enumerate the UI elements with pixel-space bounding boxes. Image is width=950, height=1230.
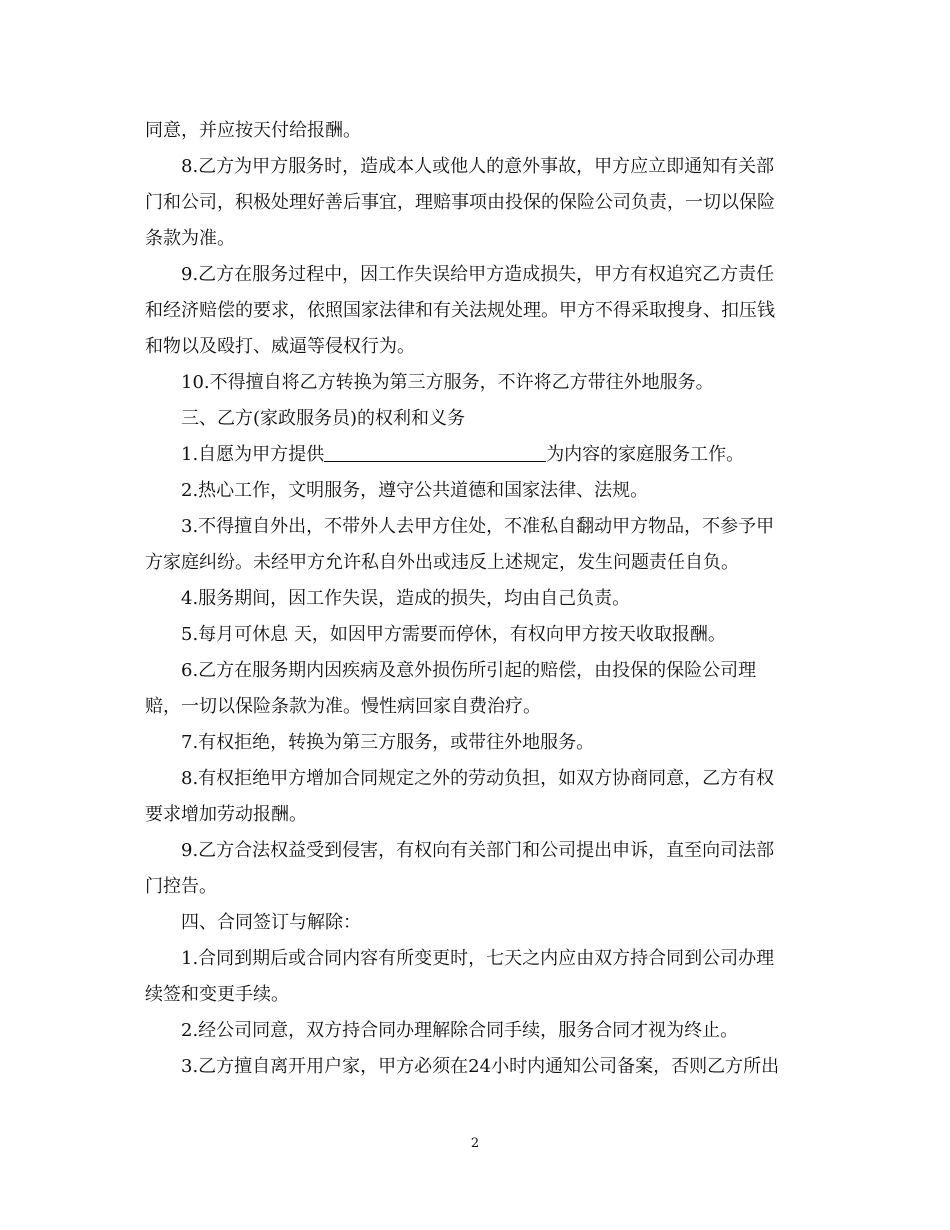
duty-3-line-2: 方家庭纠纷。未经甲方允许私自外出或违反上述规定，发生问题责任自负。 — [145, 552, 739, 573]
duty-8-line-1: 8.有权拒绝甲方增加合同规定之外的劳动负担，如双方协商同意，乙方有权 — [181, 768, 775, 789]
contract-1-line-1: 1.合同到期后或合同内容有所变更时，七天之内应由双方持合同到公司办理 — [181, 948, 775, 969]
clause-8-line-1: 8.乙方为甲方服务时，造成本人或他人的意外事故，甲方应立即通知有关部 — [181, 156, 775, 177]
clause-9-line-3: 和物以及殴打、威逼等侵权行为。 — [145, 336, 415, 357]
duty-2-line: 2.热心工作，文明服务，遵守公共道德和国家法律、法规。 — [181, 480, 649, 501]
contract-3-line: 3.乙方擅自离开用户家，甲方必须在24小时内通知公司备案，否则乙方所出 — [181, 1056, 780, 1077]
duty-7-line: 7.有权拒绝，转换为第三方服务，或带往外地服务。 — [181, 732, 595, 753]
section-3-heading: 三、乙方(家政服务员)的权利和义务 — [181, 408, 466, 429]
section-4-heading: 四、合同签订与解除： — [181, 912, 361, 933]
provide-service-line — [145, 437, 810, 473]
text-line: 同意，并应按天付给报酬。 — [145, 120, 361, 141]
clause-10-line: 10.不得擅自将乙方转换为第三方服务，不许将乙方带往外地服务。 — [181, 372, 714, 393]
fill-in-blank[interactable] — [324, 437, 546, 462]
clause-9-line-2: 和经济赔偿的要求，依照国家法律和有关法规处理。甲方不得采取搜身、扣压钱 — [145, 300, 775, 321]
contract-1-line-2: 续签和变更手续。 — [145, 984, 289, 1005]
duty-8-line-2: 要求增加劳动报酬。 — [145, 804, 307, 825]
clause-8-line-2: 门和公司，积极处理好善后事宜，理赔事项由投保的保险公司负责，一切以保险 — [145, 192, 775, 213]
document-body — [145, 113, 810, 1085]
provide-text-before: 1.自愿为甲方提供 — [181, 444, 325, 465]
duty-6-line-2: 赔，一切以保险条款为准。慢性病回家自费治疗。 — [145, 696, 541, 717]
clause-8-line-3: 条款为准。 — [145, 228, 235, 249]
duty-9-line-2: 门控告。 — [145, 876, 217, 897]
provide-text-after: 为内容的家庭服务工作。 — [546, 444, 745, 465]
duty-4-line: 4.服务期间，因工作失误，造成的损失，均由自己负责。 — [181, 588, 631, 609]
duty-6-line-1: 6.乙方在服务期内因疾病及意外损伤所引起的赔偿，由投保的保险公司理 — [181, 660, 757, 681]
duty-5-line: 5.每月可休息 天，如因甲方需要而停休，有权向甲方按天收取报酬。 — [181, 624, 726, 645]
duty-9-line-1: 9.乙方合法权益受到侵害，有权向有关部门和公司提出申诉，直至向司法部 — [181, 840, 775, 861]
page-number: 2 — [470, 1136, 480, 1151]
duty-3-line-1: 3.不得擅自外出，不带外人去甲方住处，不准私自翻动甲方物品，不参予甲 — [181, 516, 775, 537]
clause-9-line-1: 9.乙方在服务过程中，因工作失误给甲方造成损失，甲方有权追究乙方责任 — [181, 264, 775, 285]
contract-2-line: 2.经公司同意，双方持合同办理解除合同手续，服务合同才视为终止。 — [181, 1020, 739, 1041]
